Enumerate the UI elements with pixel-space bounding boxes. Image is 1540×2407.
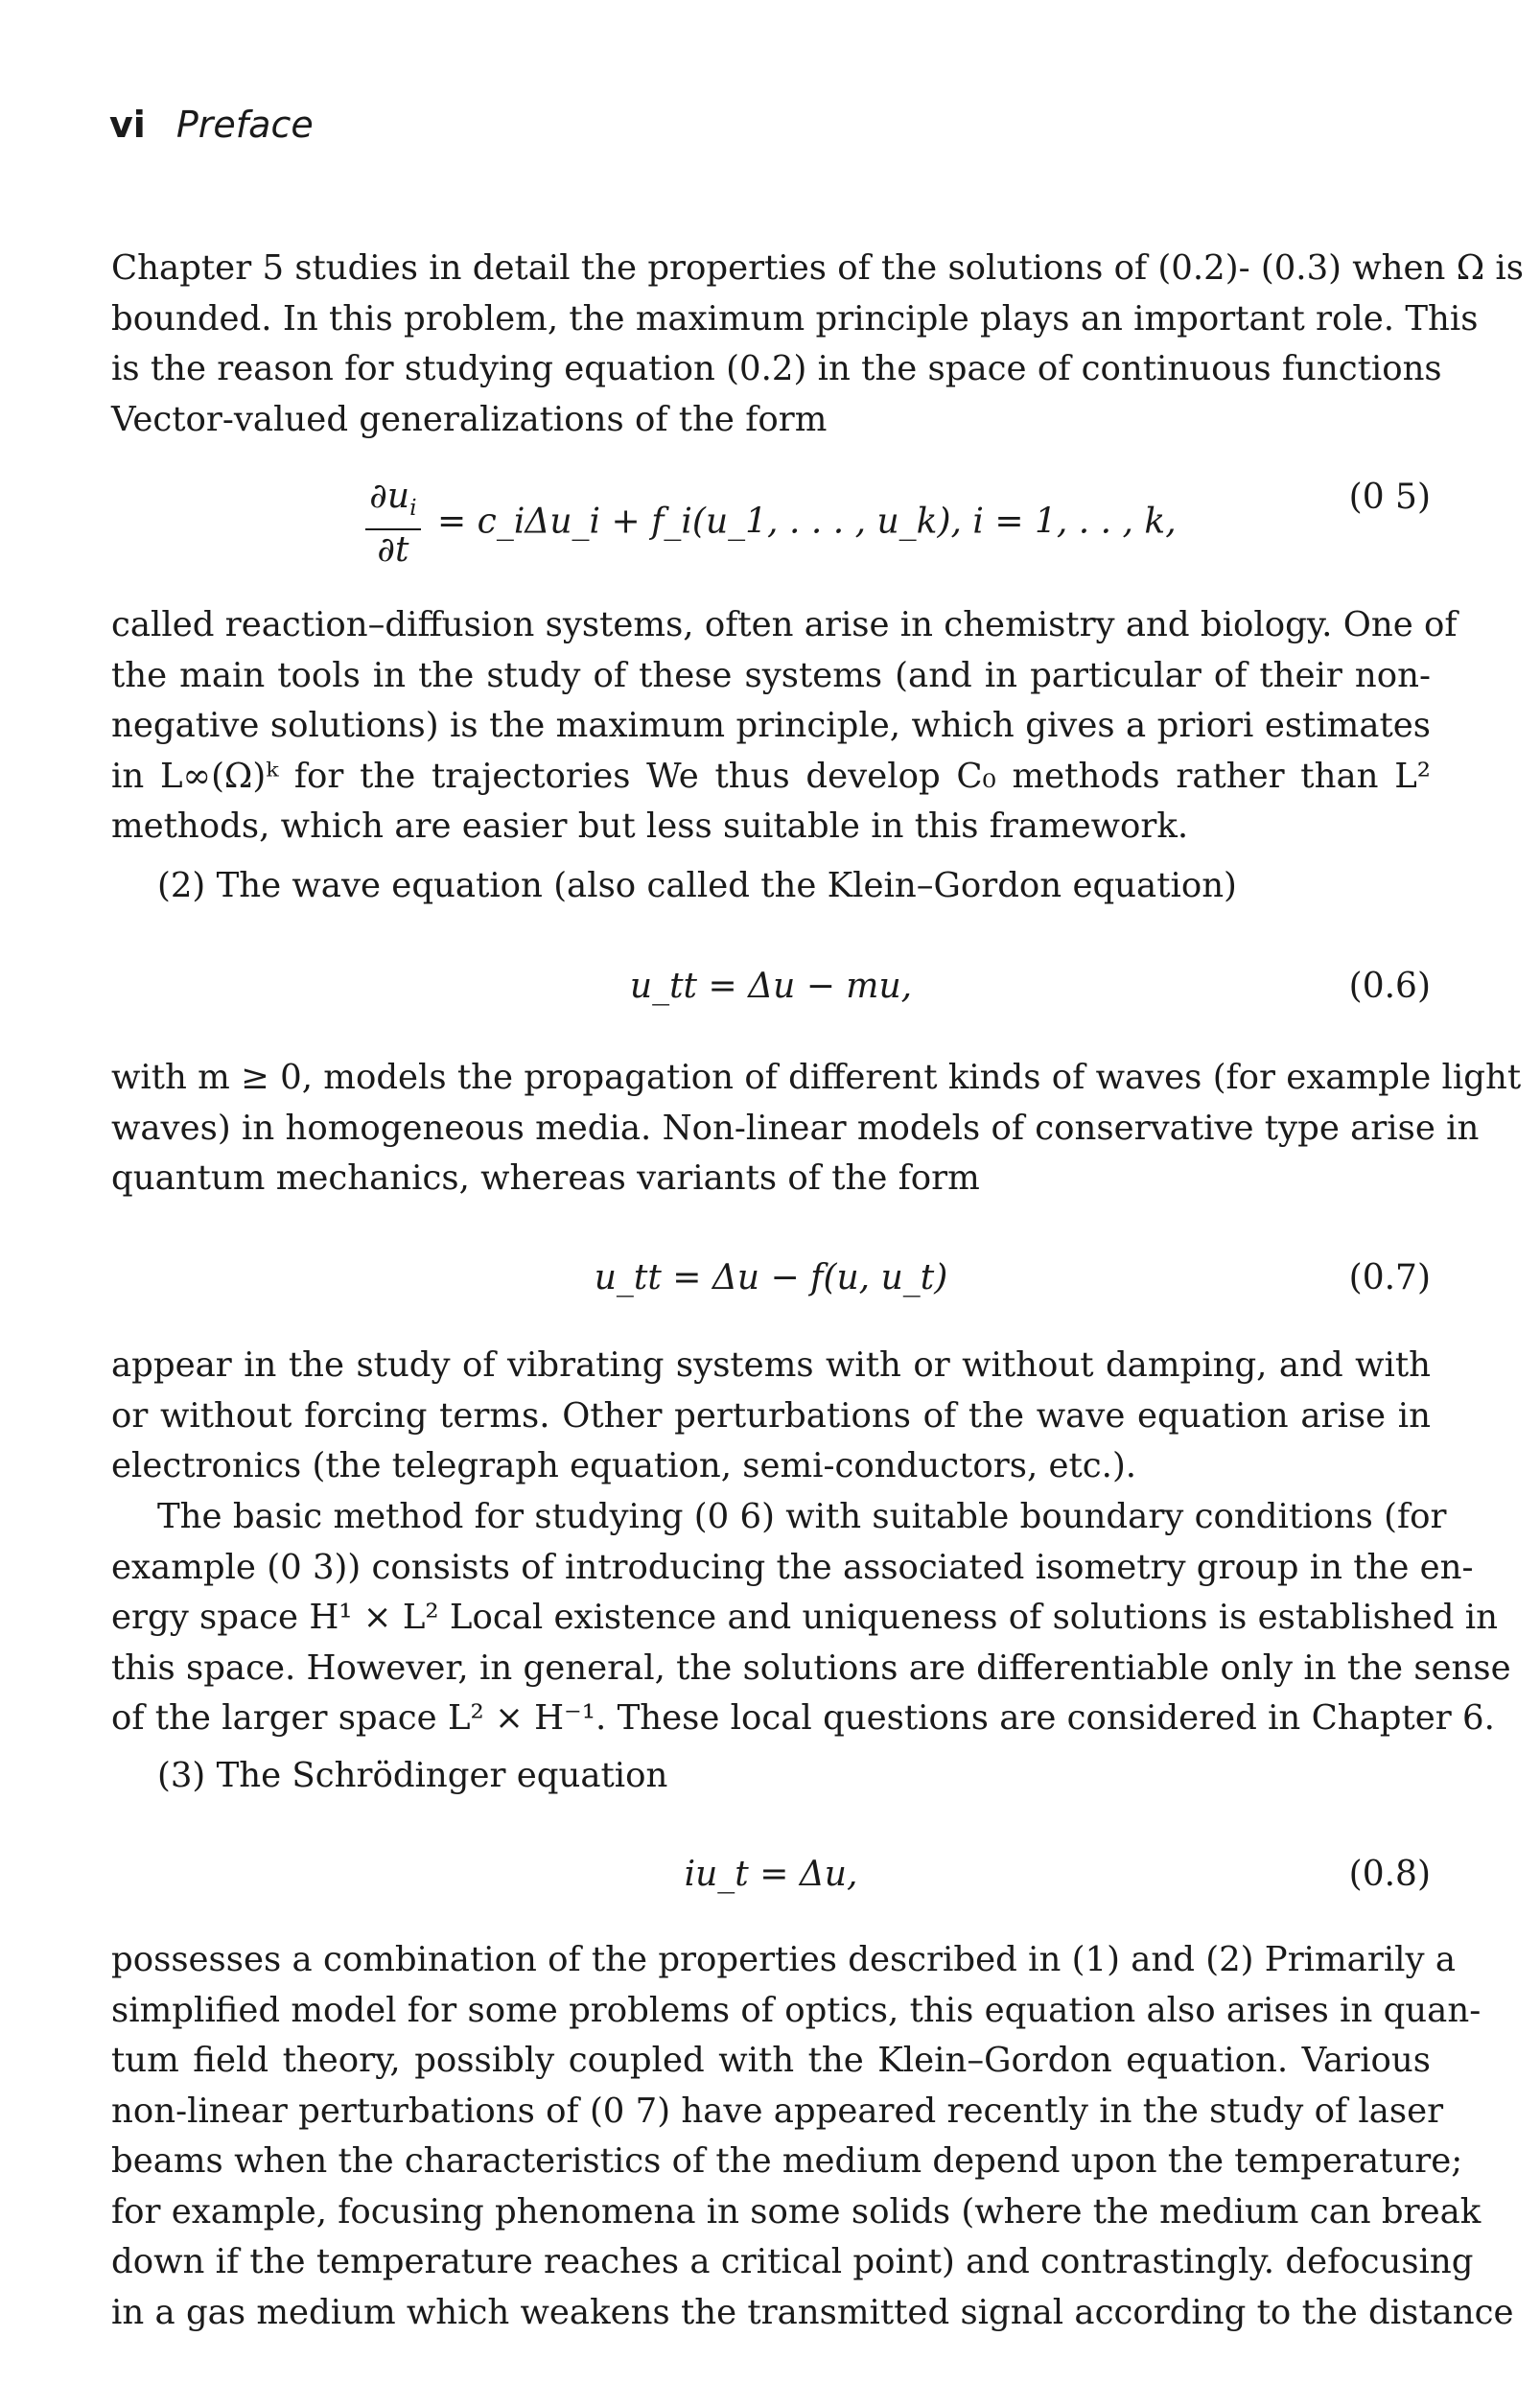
- equation-0-8: [111, 1847, 1431, 1914]
- paragraph-schrodinger-intro: [111, 1751, 1431, 1802]
- text-line: beams when the characteristics of the medium depend upon the temperature;: [111, 2141, 1463, 2181]
- text-line: Vector-valued generalizations of the form: [111, 399, 828, 439]
- equation-0-5: [111, 470, 1431, 571]
- text-line: for example, focusing phenomena in some solids (where the medium can break: [111, 2191, 1482, 2232]
- text-line: negative solutions) is the maximum principle, which gives a priori estimates: [111, 706, 1431, 745]
- text-line: in L∞(Ω)ᵏ for the trajectories We thus develop C₀ methods rather than L²: [111, 756, 1431, 796]
- text-line: quantum mechanics, whereas variants of the form: [111, 1158, 980, 1198]
- equation-0-6: [111, 959, 1431, 1026]
- paragraph-wave-models: [111, 1053, 1522, 1204]
- text-line: tum field theory, possibly coupled with the Klein–Gordon equation. Various: [111, 2041, 1431, 2080]
- text-line: with m ≥ 0, models the propagation of different kinds of waves (for example light: [111, 1058, 1522, 1097]
- paragraph-basic-method: [111, 1492, 1511, 1744]
- text-line: The basic method for studying (0 6) with suitable boundary conditions (for: [157, 1497, 1447, 1536]
- text-line: example (0 3)) consists of introducing the associated isometry group in the en-: [111, 1547, 1474, 1587]
- text-line: non-linear perturbations of (0 7) have appeared recently in the study of laser: [111, 2091, 1444, 2131]
- equation-number: (0.6): [1348, 967, 1431, 1006]
- paragraph-wave-intro: [111, 861, 1431, 912]
- page-number: vi: [109, 104, 146, 146]
- text-line: electronics (the telegraph equation, semi-conductors, etc.).: [111, 1446, 1137, 1485]
- text-line: waves) in homogeneous media. Non-linear models of conservative type arise in: [111, 1108, 1480, 1148]
- equation-number: (0.8): [1348, 1855, 1431, 1894]
- equation-number: (0.7): [1348, 1258, 1431, 1297]
- text-line: simplified model for some problems of optics, this equation also arises in quan-: [111, 1990, 1482, 2030]
- text-line: (3) The Schrödinger equation: [157, 1756, 668, 1795]
- text-line: down if the temperature reaches a critical point) and contrastingly. defocusing: [111, 2242, 1474, 2281]
- text-line: is the reason for studying equation (0.2) in the space of continuous functions: [111, 349, 1442, 388]
- text-line: in a gas medium which weakens the transmitted signal according to the distance: [111, 2292, 1514, 2332]
- equation-expression: iu_t = Δu,: [684, 1855, 858, 1894]
- text-line: appear in the study of vibrating systems with or without damping, and with: [111, 1345, 1431, 1385]
- running-header: [109, 104, 314, 146]
- paragraph-vibrating: [111, 1341, 1431, 1492]
- paragraph-chapter5: [111, 244, 1524, 445]
- text-line: Chapter 5 studies in detail the properties of the solutions of (0.2)- (0.3) when Ω is: [111, 248, 1524, 288]
- equation-0-7: [111, 1250, 1431, 1318]
- text-line: called reaction–diffusion systems, often arise in chemistry and biology. One of: [111, 605, 1458, 644]
- text-line: methods, which are easier but less suitable in this framework.: [111, 806, 1189, 846]
- equation-expression: u_tt = Δu − f(u, u_t): [594, 1258, 948, 1297]
- text-line: of the larger space L² × H⁻¹. These local questions are considered in Chapter 6.: [111, 1698, 1495, 1738]
- running-title: Preface: [175, 104, 314, 146]
- equation-expression: u_tt = Δu − mu,: [629, 967, 913, 1006]
- text-line: or without forcing terms. Other perturbations of the wave equation arise in: [111, 1395, 1431, 1436]
- equation-number: (0 5): [1348, 478, 1431, 517]
- equation-rhs: = c_iΔu_i + f_i(u_1, . . . , u_k), i = 1, . . , k,: [437, 502, 1177, 542]
- paragraph-reaction-diffusion: [111, 600, 1458, 853]
- text-line: this space. However, in general, the solutions are differentiable only in the sense: [111, 1648, 1511, 1688]
- text-line: bounded. In this problem, the maximum principle plays an important role. This: [111, 298, 1479, 339]
- paragraph-schrodinger-properties: [111, 1935, 1514, 2338]
- text-line: ergy space H¹ × L² Local existence and uniqueness of solutions is established in: [111, 1598, 1499, 1637]
- text-line: (2) The wave equation (also called the Klein–Gordon equation): [157, 866, 1237, 905]
- text-line: possesses a combination of the properties described in (1) and (2) Primarily a: [111, 1940, 1457, 1979]
- text-line: the main tools in the study of these systems (and in particular of their non-: [111, 655, 1431, 695]
- partial-derivative-fraction: $\frac{\partial u_i}{\partial t}$: [365, 478, 420, 571]
